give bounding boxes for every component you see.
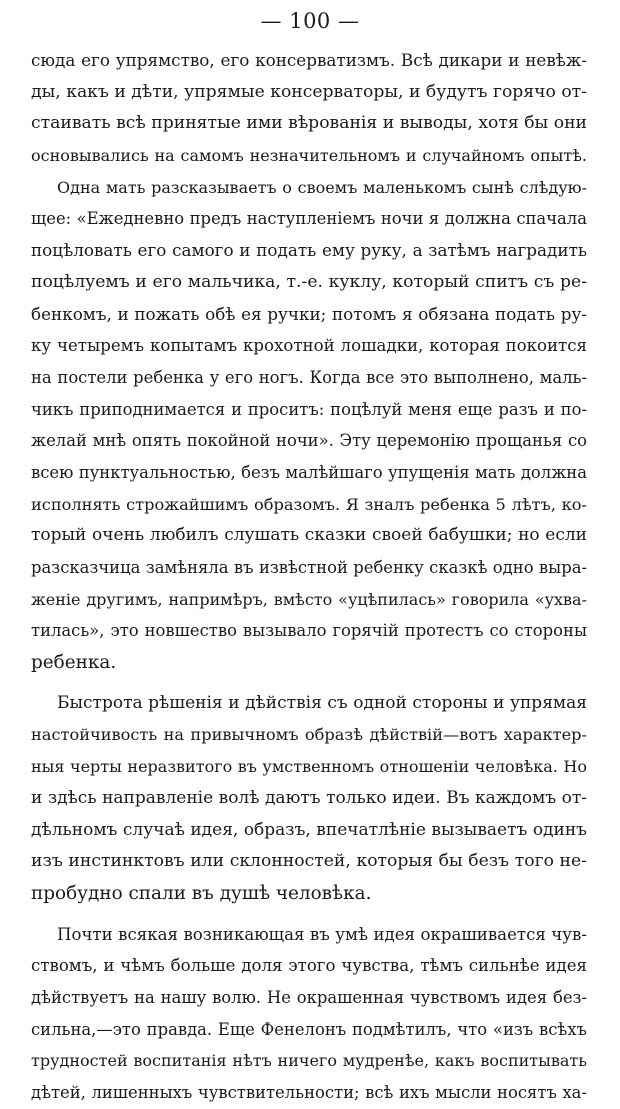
text-line: и здѣсь направленіе волѣ даютъ только идеи. Въ каждомъ от- <box>31 787 587 808</box>
paragraph <box>31 919 587 1109</box>
text-line: торый очень любилъ слушать сказки своей бабушки; но если <box>31 525 587 546</box>
paragraph <box>31 45 587 172</box>
text-line: Почти всякая возникающая въ умѣ идея окрашивается чув- <box>57 924 587 944</box>
paragraph <box>31 688 587 910</box>
text-line: женіе другимъ, напримѣръ, вмѣсто «уцѣпилась» говорила «ухва- <box>31 589 587 609</box>
page-number: — 100 — <box>260 9 360 33</box>
text-line: пробудно спали въ душѣ человѣка. <box>31 882 372 904</box>
body-text <box>31 45 587 1109</box>
text-line: чикъ приподнимается и проситъ: поцѣлуй меня еще разъ и по- <box>31 399 587 419</box>
text-line: настойчивость на привычномъ образѣ дѣйствій—вотъ характер- <box>31 725 587 745</box>
paragraph-gap <box>31 679 587 688</box>
text-line: всею пунктуальностью, безъ малѣйшаго упущенія мать должна <box>31 462 587 482</box>
text-line: дѣтей, лишенныхъ чувствительности; всѣ ихъ мысли носятъ ха- <box>31 1083 587 1102</box>
text-line: бенкомъ, и пожать обѣ ея ручки; потомъ я обязана подать ру- <box>31 303 587 324</box>
text-line: поцѣловать его самого и подать ему руку, а затѣмъ наградить <box>31 240 587 261</box>
text-line: исполнять строжайшимъ образомъ. Я зналъ ребенка 5 лѣтъ, ко- <box>31 494 587 514</box>
text-line: Быстрота рѣшенія и дѣйствія съ одной стороны и упрямая <box>57 692 587 713</box>
text-line: ку четыремъ копытамъ крохотной лошадки, которая покоится <box>31 336 587 356</box>
text-line: ребенка. <box>31 652 117 674</box>
text-line: ды, какъ и дѣти, упрямые консерваторы, и будутъ горячо от- <box>31 81 587 102</box>
text-line: дѣльномъ случаѣ идея, образъ, впечатлѣніе вызываетъ одинъ <box>31 819 587 840</box>
paragraph-gap <box>31 910 587 919</box>
text-line: стаивать всѣ принятые ими вѣрованія и выводы, хотя бы они <box>31 113 587 134</box>
text-line: изъ инстинктовъ или склонностей, которыя бы безъ того не- <box>31 851 587 872</box>
text-line: поцѣлуемъ и его мальчика, т.-е. куклу, который спитъ съ ре- <box>31 271 587 292</box>
text-line: щее: «Ежедневно предъ наступленіемъ ночи я должна спачала <box>31 209 587 229</box>
text-line: ствомъ, и чѣмъ больше доля этого чувства, тѣмъ сильнѣе идея <box>31 956 587 976</box>
text-line: дѣйствуетъ на нашу волю. Не окрашенная чувствомъ идея без- <box>31 987 587 1007</box>
text-line: на постели ребенка у его ногъ. Когда все это выполнено, маль- <box>31 367 587 387</box>
text-line: ныя черты неразвитого въ умственномъ отношеніи человѣка. Но <box>31 757 587 777</box>
text-line: тилась», это новшество вызывало горячій протестъ со стороны <box>31 621 587 641</box>
text-line: Одна мать разсказываетъ о своемъ маленькомъ сынѣ слѣдую- <box>57 177 587 197</box>
text-line: разсказчица замѣняла въ извѣстной ребенку сказкѣ одно выра- <box>31 558 587 577</box>
text-line: желай мнѣ опять покойной ночи». Эту церемонію прощанья со <box>31 431 587 451</box>
text-line: сильна,—это правда. Еще Фенелонъ подмѣтилъ, что «изъ всѣхъ <box>31 1019 587 1039</box>
text-line: трудностей воспитанія нѣтъ ничего мудренѣе, какъ воспитывать <box>31 1051 587 1071</box>
text-line: основывались на самомъ незначительномъ и случайномъ опытѣ. <box>31 146 587 166</box>
text-line: сюда его упрямство, его консерватизмъ. Всѣ дикари и невѣж- <box>31 50 587 70</box>
paragraph <box>31 172 587 679</box>
